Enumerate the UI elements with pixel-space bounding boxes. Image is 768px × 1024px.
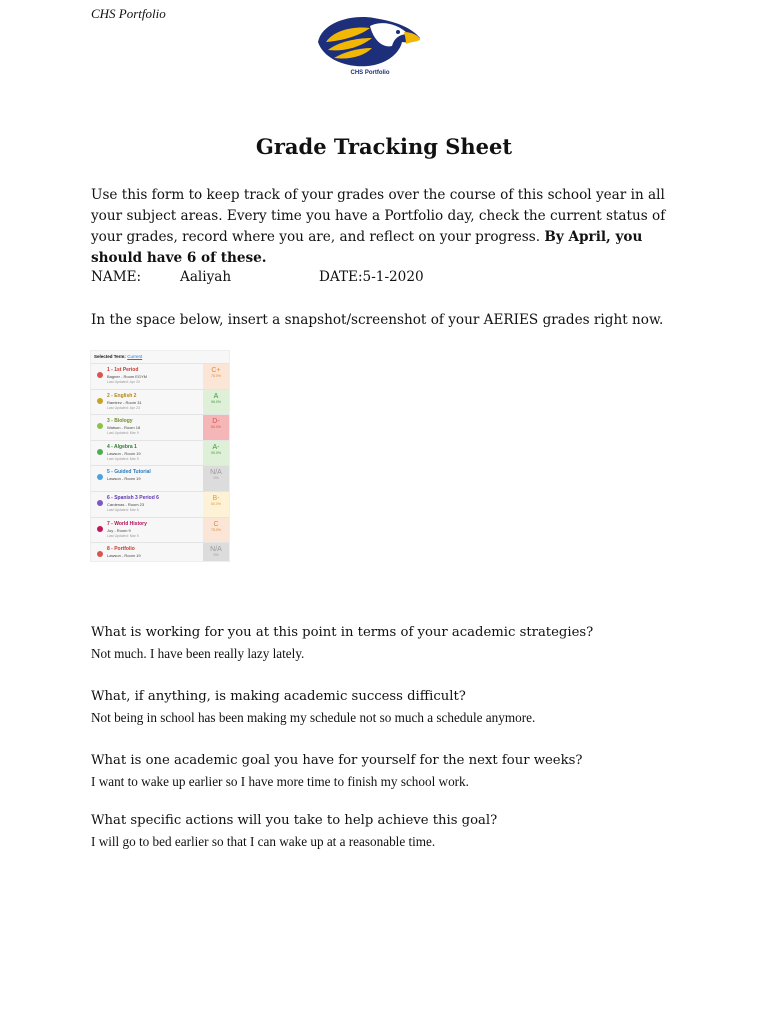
logo-caption: CHS Portfolio	[350, 70, 390, 76]
last-updated: Last Updated: Apr 20	[107, 380, 140, 384]
grade-row[interactable]	[91, 465, 229, 491]
class-name: 1 - 1st Period	[107, 367, 139, 373]
last-updated: Last Updated: Mar 9	[107, 431, 139, 436]
class-color-dot	[97, 449, 103, 455]
class-color-dot	[97, 551, 103, 557]
class-color-dot	[97, 500, 103, 506]
grade-row[interactable]	[91, 414, 229, 440]
grade-box	[203, 492, 229, 517]
class-name: 4 - Algebra 1	[107, 443, 137, 450]
teacher-room: Ramirez - Room 31	[107, 399, 142, 405]
date-field	[319, 269, 424, 285]
date-label: DATE:	[319, 269, 363, 285]
term-label: Selected Term:	[94, 354, 126, 359]
question-text: What, if anything, is making academic success difficult?	[91, 689, 466, 704]
teacher-room: Watson - Room 18	[107, 425, 141, 431]
grade-percent: 80.0%	[211, 501, 221, 506]
grade-letter: A	[213, 392, 219, 400]
grade-row[interactable]	[91, 440, 229, 466]
intro-text: Use this form to keep track of your grades over the course of this school year in all your subject areas. Every time you have a Portfolio day, check the current status of your grades, record where you are, and reflect on your progress.	[91, 187, 666, 245]
page-title: Grade Tracking Sheet	[255, 134, 513, 159]
grade-letter: C+	[211, 367, 221, 374]
answer-text: I want to wake up earlier so I have more time to finish my school work.	[91, 774, 469, 789]
grade-box	[203, 415, 229, 440]
term-selector	[91, 351, 229, 363]
grade-percent: 90.0%	[211, 450, 221, 455]
class-name: 8 - Portfolio	[107, 546, 135, 553]
grade-box	[203, 364, 229, 389]
teacher-room: Cardenas - Room 23	[107, 501, 145, 507]
snapshot-prompt: In the space below, insert a snapshot/screenshot of your AERIES grades right now.	[91, 312, 664, 328]
teacher-room: Joy - Room 9	[107, 527, 131, 533]
last-updated: Last Updated: Mar 5	[107, 456, 139, 461]
teacher-room: Lawson - Room 19	[107, 553, 141, 559]
grade-box	[203, 543, 229, 562]
question-block-4	[91, 810, 691, 852]
answer-text: Not being in school has been making my schedule not so much a schedule anymore.	[91, 710, 536, 725]
class-name: 5 - Guided Tutorial	[107, 469, 151, 476]
grade-box	[203, 390, 229, 415]
class-name: 3 - Biology	[107, 418, 133, 425]
grade-letter: C	[213, 520, 219, 528]
grade-box	[203, 518, 229, 543]
grade-row[interactable]	[91, 363, 229, 389]
intro-paragraph	[91, 185, 691, 269]
grade-row[interactable]	[91, 389, 229, 415]
class-name: 6 - Spanish 3 Period 6	[107, 494, 159, 501]
grades-snapshot	[90, 350, 230, 562]
class-color-dot	[97, 423, 103, 429]
date-value: 5-1-2020	[362, 269, 424, 285]
grade-letter: B-	[212, 494, 220, 502]
header-label: CHS Portfolio	[91, 6, 166, 21]
last-updated: Last Updated: Mar 5	[107, 533, 139, 538]
teacher-room: Bagner - Room EGYM	[107, 374, 148, 379]
class-color-dot	[97, 474, 103, 480]
question-text: What is one academic goal you have for yourself for the next four weeks?	[91, 753, 583, 768]
class-color-dot	[97, 526, 103, 532]
class-name: 2 - English 2	[107, 392, 137, 399]
teacher-room: Lawson - Room 19	[107, 450, 141, 456]
grade-row[interactable]	[91, 517, 229, 543]
last-updated: Last Updated: Mar 6	[107, 507, 139, 512]
intro-bold-text: By April, you should have 6 of these.	[91, 229, 643, 266]
grade-percent: 0%	[213, 553, 219, 558]
question-block-1	[91, 622, 691, 664]
grade-box	[203, 466, 229, 491]
name-label: NAME:	[91, 269, 142, 285]
class-color-dot	[97, 398, 103, 404]
question-text: What is working for you at this point in terms of your academic strategies?	[91, 625, 594, 640]
grade-letter: N/A	[210, 469, 222, 477]
question-block-2	[91, 686, 691, 728]
last-updated: Last Updated: Apr 23	[107, 405, 140, 410]
class-color-dot	[97, 372, 103, 378]
grade-percent: 60.0%	[211, 425, 221, 430]
grade-percent: 0%	[213, 476, 219, 481]
grade-percent: 96.0%	[211, 399, 221, 404]
grade-box	[203, 441, 229, 466]
grade-percent: 78.0%	[211, 374, 221, 378]
grade-rows	[91, 363, 229, 562]
name-value: Aaliyah	[180, 269, 232, 285]
grade-row[interactable]	[91, 491, 229, 517]
answer-text: Not much. I have been really lazy lately.	[91, 646, 305, 661]
grade-letter: D-	[212, 418, 220, 426]
grade-row[interactable]	[91, 542, 229, 562]
question-text: What specific actions will you take to help achieve this goal?	[91, 813, 498, 828]
grade-letter: A-	[212, 443, 220, 451]
grade-percent: 75.0%	[211, 527, 221, 532]
term-value: Current	[127, 354, 143, 359]
question-block-3	[91, 750, 691, 792]
class-name: 7 - World History	[107, 520, 147, 527]
teacher-room: Lawson - Room 19	[107, 476, 141, 482]
grade-letter: N/A	[210, 546, 222, 554]
answer-text: I will go to bed earlier so that I can wake up at a reasonable time.	[91, 834, 436, 849]
